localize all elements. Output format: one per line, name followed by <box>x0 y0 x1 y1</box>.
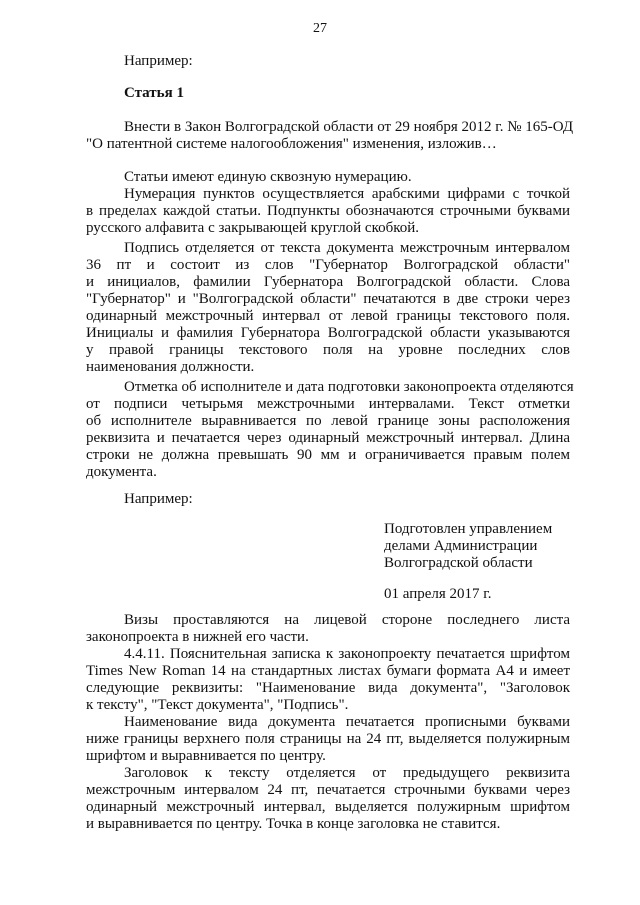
explanatory-line-2: Times New Roman 14 на стандартных листах бумаги формата А4 и имеет <box>86 663 570 679</box>
amend-line-2: "О патентной системе налогообложения" изменения, изложив… <box>86 136 497 152</box>
points-line-1: Нумерация пунктов осуществляется арабскими цифрами с точкой <box>124 186 570 202</box>
prepared-line-1: Подготовлен управлением <box>384 521 553 537</box>
explanatory-line-1: 4.4.11. Пояснительная записка к законопроекту печатается шрифтом <box>124 646 570 662</box>
explanatory-line-4: к тексту", "Текст документа", "Подпись". <box>86 697 349 713</box>
heading-line-2: межстрочным интервалом 24 пт, печатается строчными буквами через <box>86 782 570 798</box>
points-line-3: русского алфавита с закрывающей круглой скобкой. <box>86 220 420 236</box>
explanatory-line-3: следующие реквизиты: "Наименование вида документа", "Заголовок <box>86 680 570 696</box>
executor-line-5: строки не должна превышать 90 мм и ограничивается правым полем <box>86 447 570 463</box>
amend-line-1: Внести в Закон Волгоградской области от 29 ноября 2012 г. № 165-ОД <box>124 119 574 135</box>
signature-line-8: наименования должности. <box>86 359 255 375</box>
heading-line-1: Заголовок к тексту отделяется от предыдущего реквизита <box>124 765 570 781</box>
signature-line-3: и инициалов, фамилии Губернатора Волгоградской области. Слова <box>86 274 570 290</box>
executor-line-1: Отметка об исполнителе и дата подготовки законопроекта отделяются <box>124 379 574 395</box>
docname-line-1: Наименование вида документа печатается прописными буквами <box>124 714 570 730</box>
points-line-2: в пределах каждой статьи. Подпункты обозначаются строчными буквами <box>86 203 570 219</box>
executor-line-6: документа. <box>86 464 157 480</box>
signature-line-7: у правой границы текстового поля на уровне последних слов <box>86 342 570 358</box>
prepared-date: 01 апреля 2017 г. <box>384 586 492 602</box>
signature-line-1: Подпись отделяется от текста документа межстрочным интервалом <box>124 240 570 256</box>
visas-line-1: Визы проставляются на лицевой стороне последнего листа <box>124 612 570 628</box>
page-number: 27 <box>313 21 327 36</box>
executor-line-4: реквизита и печатается через одинарный межстрочный интервал. Длина <box>86 430 570 446</box>
prepared-line-2: делами Администрации <box>384 538 538 554</box>
executor-line-3: об исполнителе выравнивается по левой границе зоны расположения <box>86 413 570 429</box>
example-label: Например: <box>124 53 193 69</box>
heading-line-3: одинарный межстрочный интервал, выделяется полужирным шрифтом <box>86 799 570 815</box>
executor-line-2: от подписи четырьмя межстрочными интервалами. Текст отметки <box>86 396 570 412</box>
visas-line-2: законопроекта в нижней его части. <box>86 629 309 645</box>
signature-line-2: 36 пт и состоит из слов "Губернатор Волгоградской области" <box>86 257 570 273</box>
example-label-2: Например: <box>124 491 193 507</box>
docname-line-2: ниже границы верхнего поля страницы на 24 пт, выделяется полужирным <box>86 731 570 747</box>
signature-line-5: одинарный межстрочный интервал от левой границы текстового поля. <box>86 308 570 324</box>
heading-line-4: и выравнивается по центру. Точка в конце заголовка не ставится. <box>86 816 501 832</box>
prepared-line-3: Волгоградской области <box>384 555 533 571</box>
article-title: Статья 1 <box>124 85 184 101</box>
signature-line-6: Инициалы и фамилия Губернатора Волгоградской области указываются <box>86 325 570 341</box>
docname-line-3: шрифтом и выравнивается по центру. <box>86 748 326 764</box>
signature-line-4: "Губернатор" и "Волгоградской области" печатаются в две строки через <box>86 291 570 307</box>
numbering-paragraph: Статьи имеют единую сквозную нумерацию. <box>124 169 412 185</box>
